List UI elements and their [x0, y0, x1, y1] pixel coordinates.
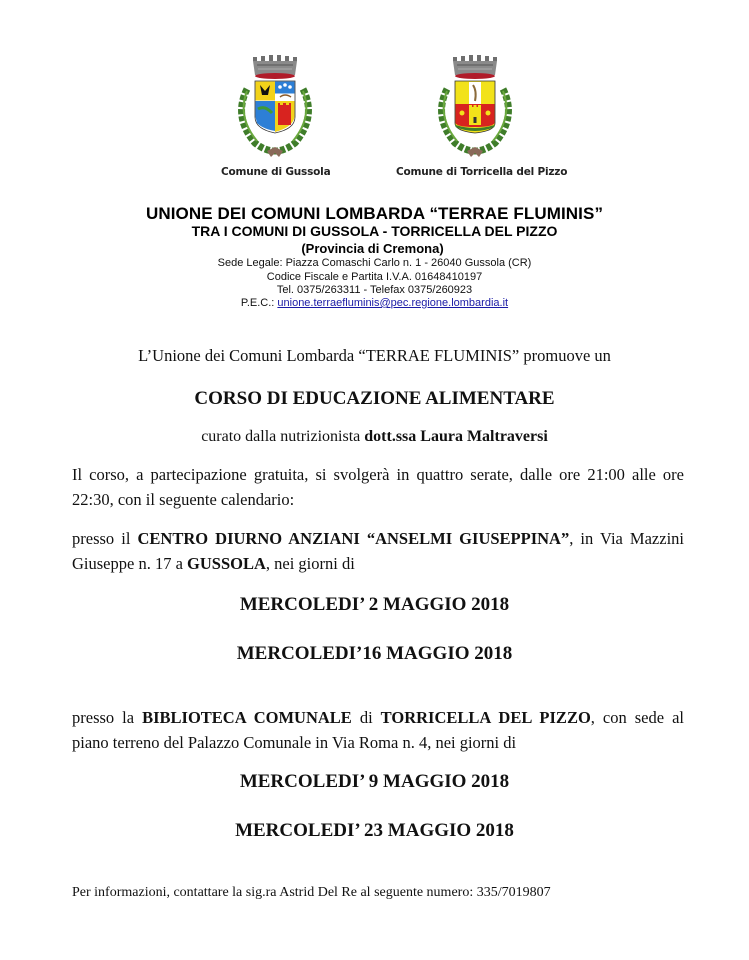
union-subtitle: TRA I COMUNI DI GUSSOLA - TORRICELLA DEL PIZZO	[191, 223, 558, 239]
curated-by-line	[0, 428, 749, 446]
pec-email-link[interactable]: unione.terraefluminis@pec.regione.lombardia.it	[277, 297, 509, 309]
venue-name: BIBLIOTECA COMUNALE	[142, 708, 352, 727]
date-item: MERCOLEDI’16 MAGGIO 2018	[236, 643, 513, 664]
curated-prefix: curato dalla nutrizionista	[201, 428, 365, 445]
gussola-coat-of-arms	[225, 47, 325, 167]
intro-line: L’Unione dei Comuni Lombarda “TERRAE FLUMINIS” promuove un	[138, 346, 611, 365]
date-item: MERCOLEDI’ 23 MAGGIO 2018	[235, 820, 514, 841]
province-line: (Provincia di Cremona)	[301, 241, 444, 256]
pec-line	[0, 297, 749, 309]
town-name: GUSSOLA	[187, 554, 266, 573]
gussola-caption: Comune di Gussola	[221, 166, 331, 178]
course-title: CORSO DI EDUCAZIONE ALIMENTARE	[194, 388, 555, 409]
text: , in Via Mazzini Giuseppe n. 17 a	[72, 529, 684, 573]
nutritionist-name: dott.ssa Laura Maltraversi	[364, 428, 548, 445]
town-name: TORRICELLA DEL PIZZO	[380, 708, 591, 727]
contact-info: Per informazioni, contattare la sig.ra Astrid Del Re al seguente numero: 335/7019807	[72, 885, 551, 900]
coat-of-arms-icon	[225, 47, 325, 167]
phone-fax: Tel. 0375/263311 - Telefax 0375/260923	[276, 284, 473, 296]
schedule-paragraph: Il corso, a partecipazione gratuita, si svolgerà in quattro serate, dalle ore 21:00 alle ore 22:30, con il seguente calendario:	[72, 465, 684, 509]
tax-code: Codice Fiscale e Partita I.V.A. 01648410197	[266, 271, 483, 283]
torricella-caption: Comune di Torricella del Pizzo	[396, 166, 568, 178]
legal-address: Sede Legale: Piazza Comaschi Carlo n. 1 - 26040 Gussola (CR)	[217, 257, 532, 269]
date-item: MERCOLEDI’ 2 MAGGIO 2018	[239, 594, 510, 615]
torricella-coat-of-arms	[425, 47, 525, 167]
text: di	[351, 708, 381, 727]
text: , con sede al piano terreno del Palazzo Comunale in Via Roma n. 4, nei giorni di	[72, 708, 684, 752]
union-title: UNIONE DEI COMUNI LOMBARDA “TERRAE FLUMINIS”	[145, 204, 604, 223]
venue-name: CENTRO DIURNO ANZIANI “ANSELMI GIUSEPPINA”	[137, 529, 570, 548]
coat-of-arms-icon	[425, 47, 525, 167]
text: presso la	[72, 708, 143, 727]
pec-label: P.E.C.:	[240, 297, 278, 309]
location2-paragraph	[72, 705, 684, 755]
location1-paragraph	[72, 526, 684, 576]
date-item: MERCOLEDI’ 9 MAGGIO 2018	[239, 771, 510, 792]
text: presso il	[72, 529, 138, 548]
text: , nei giorni di	[265, 554, 355, 573]
